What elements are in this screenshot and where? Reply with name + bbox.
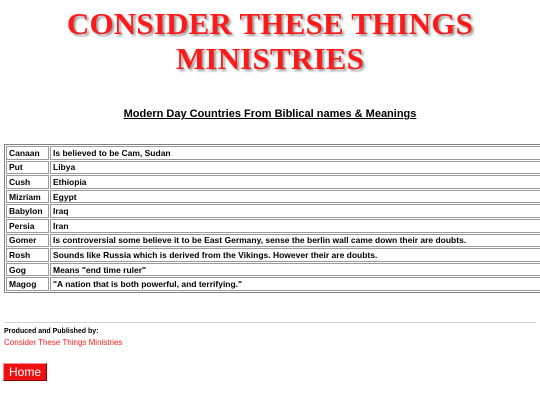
home-button[interactable]: Home [3, 363, 47, 381]
table-row [6, 190, 540, 204]
footer-divider [4, 322, 536, 323]
biblical-name-cell: Cush [6, 175, 49, 189]
page-heading: Modern Day Countries From Biblical names & Meanings [123, 108, 417, 120]
table-row [6, 263, 540, 277]
biblical-name-cell: Canaan [6, 146, 49, 160]
names-table [4, 144, 540, 293]
table-row [6, 175, 540, 189]
meaning-cell: Egypt [50, 190, 540, 204]
site-banner [0, 6, 540, 76]
biblical-name-cell: Persia [6, 219, 49, 233]
meaning-cell: Is controversial some believe it to be East Germany, sense the berlin wall came down their are doubts. [50, 234, 540, 248]
table-row [6, 219, 540, 233]
table-row [6, 204, 540, 218]
meaning-cell: Iran [50, 219, 540, 233]
publisher-name: Consider These Things Ministries [4, 338, 123, 347]
meaning-cell: Libya [50, 161, 540, 175]
table-row [6, 146, 540, 160]
table-row [6, 277, 540, 291]
meaning-cell: Is believed to be Cam, Sudan [50, 146, 540, 160]
biblical-name-cell: Gog [6, 263, 49, 277]
meaning-cell: Means "end time ruler" [50, 263, 540, 277]
banner-line-2: MINISTRIES [175, 41, 365, 76]
biblical-name-cell: Babylon [6, 204, 49, 218]
biblical-name-cell: Put [6, 161, 49, 175]
table-row [6, 234, 540, 248]
table-row [6, 248, 540, 262]
biblical-name-cell: Rosh [6, 248, 49, 262]
biblical-name-cell: Magog [6, 277, 49, 291]
meaning-cell: Ethiopia [50, 175, 540, 189]
biblical-name-cell: Gomer [6, 234, 49, 248]
produced-by-label: Produced and Published by: [4, 328, 99, 335]
biblical-name-cell: Mizriam [6, 190, 49, 204]
meaning-cell: Iraq [50, 204, 540, 218]
banner-line-1: CONSIDER THESE THINGS [66, 6, 474, 41]
table-row [6, 161, 540, 175]
meaning-cell: "A nation that is both powerful, and terrifying." [50, 277, 540, 291]
meaning-cell: Sounds like Russia which is derived from the Vikings. However their are doubts. [50, 248, 540, 262]
